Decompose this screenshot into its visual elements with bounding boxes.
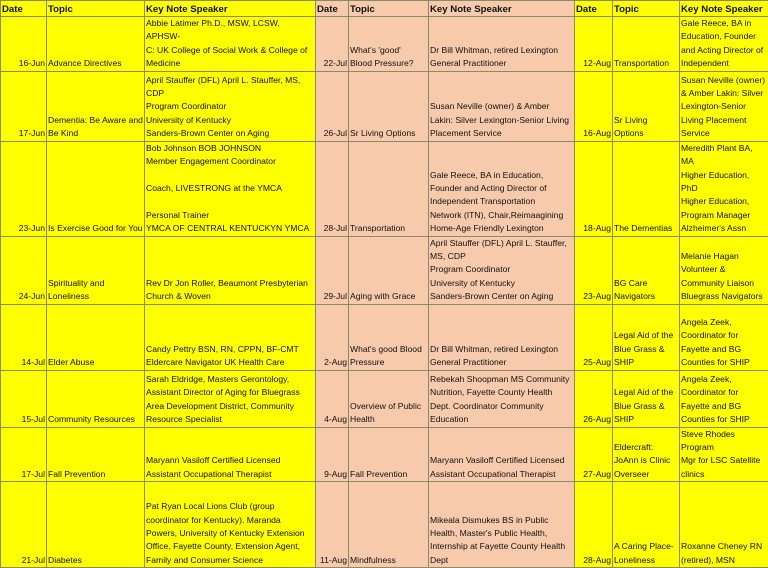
topic-cell[interactable]: Is Exercise Good for You	[47, 141, 145, 236]
header-date-cell[interactable]: Date	[575, 1, 613, 17]
date-cell[interactable]: 16-Jun	[1, 17, 47, 72]
date-cell[interactable]: 27-Aug	[575, 427, 613, 482]
date-cell[interactable]: 29-Jul	[316, 236, 349, 304]
speaker-cell[interactable]: Dr Bill Whitman, retired Lexington General Practitioner	[429, 304, 575, 370]
date-cell[interactable]: 24-Jun	[1, 236, 47, 304]
topic-cell[interactable]: Diabetes	[47, 482, 145, 568]
speaker-text: Gale Reece, BA in Education, Founder and Acting Director of Independent	[681, 17, 767, 71]
speaker-cell[interactable]: Susan Neville (owner) & Amber Lakin: Silver Lexington-Senior Living Placement Service	[680, 71, 768, 141]
speaker-cell[interactable]: Mikeala Dismukes BS in Public Health, Master's Public Health, Internship at Fayette County Health Dept	[429, 482, 575, 568]
header-speaker-cell[interactable]: Key Note Speaker	[680, 1, 768, 17]
header-date-cell[interactable]: Date	[1, 1, 47, 17]
speaker-cell[interactable]: Maryann Vasiloff Certified Licensed Assistant Occupational Therapist	[145, 427, 316, 482]
header-row	[1, 1, 768, 17]
speaker-cell[interactable]	[680, 17, 768, 72]
date-cell[interactable]: 22-Jul	[316, 17, 349, 72]
speaker-cell[interactable]: Maryann Vasiloff Certified Licensed Assistant Occupational Therapist	[429, 427, 575, 482]
speaker-cell[interactable]: Bob Johnson BOB JOHNSON Member Engagement Coordinator Coach, LIVESTRONG at the YMCA Personal Trainer YMCA OF CENTRAL KENTUCKYN YMCA	[145, 141, 316, 236]
speaker-cell[interactable]: Roxanne Cheney RN (retired), MSN	[680, 482, 768, 568]
topic-cell[interactable]: Eldercraft: JoAnn is Clinic Overseer	[613, 427, 680, 482]
speaker-cell[interactable]: Dr Bill Whitman, retired Lexington General Practitioner	[429, 17, 575, 72]
date-cell[interactable]: 23-Jun	[1, 141, 47, 236]
header-date-cell[interactable]: Date	[316, 1, 349, 17]
topic-cell[interactable]: What's good Blood Pressure	[349, 304, 429, 370]
topic-cell[interactable]: BG Care Navigators	[613, 236, 680, 304]
topic-cell[interactable]: Mindfulness	[349, 482, 429, 568]
speaker-cell[interactable]: April Stauffer (DFL) April L. Stauffer, MS, CDP Program Coordinator University of Kentucky Sanders-Brown Center on Aging	[429, 236, 575, 304]
topic-cell[interactable]: Transportation	[613, 17, 680, 72]
topic-cell[interactable]: What's 'good' Blood Pressure?	[349, 17, 429, 72]
speaker-cell[interactable]: Gale Reece, BA in Education, Founder and Acting Director of Independent Transportation Network (ITN), Chair,Reimaagining Home-Age Friendly Lexington	[429, 141, 575, 236]
topic-cell[interactable]: Legal Aid of the Blue Grass & SHIP	[613, 370, 680, 427]
speaker-cell[interactable]: Susan Neville (owner) & Amber Lakin: Silver Lexington-Senior Living Placement Service	[429, 71, 575, 141]
speaker-cell[interactable]: Sarah Eldridge, Masters Gerontology, Assistant Director of Aging for Bluegrass Area Development District, Community Resource Specialist	[145, 370, 316, 427]
topic-cell[interactable]: Aging with Grace	[349, 236, 429, 304]
header-speaker-cell[interactable]: Key Note Speaker	[429, 1, 575, 17]
topic-cell[interactable]: Sr Living Options	[349, 71, 429, 141]
header-topic-cell[interactable]: Topic	[349, 1, 429, 17]
speaker-cell[interactable]: Abbie Latimer Ph.D., MSW, LCSW, APHSW- C: UK College of Social Work & College of Medicine	[145, 17, 316, 72]
speaker-cell[interactable]: Melanie Hagan Volunteer & Community Liaison Bluegrass Navigators	[680, 236, 768, 304]
date-cell[interactable]: 26-Aug	[575, 370, 613, 427]
speaker-cell[interactable]: Rebekah Shoopman MS Community Nutrition, Fayette County Health Dept. Coordinator Community Education	[429, 370, 575, 427]
date-cell[interactable]: 28-Jul	[316, 141, 349, 236]
topic-cell[interactable]: A Caring Place- Loneliness	[613, 482, 680, 568]
speaker-cell[interactable]: Pat Ryan Local Lions Club (group coordinator for Kentucky). Maranda Powers, University of Kentucky Extension Office, Fayette County, Extension Agent, Family and Consumer Science	[145, 482, 316, 568]
topic-cell[interactable]: Elder Abuse	[47, 304, 145, 370]
header-topic-cell[interactable]: Topic	[613, 1, 680, 17]
speaker-cell[interactable]: Angela Zeek, Coordinator for Fayette and BG Counties for SHIP	[680, 370, 768, 427]
date-cell[interactable]: 2-Aug	[316, 304, 349, 370]
date-cell[interactable]: 16-Aug	[575, 71, 613, 141]
date-cell[interactable]: 17-Jul	[1, 427, 47, 482]
topic-cell[interactable]: The Dementias	[613, 141, 680, 236]
topic-cell[interactable]: Transportation	[349, 141, 429, 236]
speaker-cell[interactable]: Candy Pettry BSN, RN, CPPN, BF-CMT Eldercare Navigator UK Health Care	[145, 304, 316, 370]
table-row	[1, 427, 768, 482]
date-cell[interactable]: 11-Aug	[316, 482, 349, 568]
speaker-cell[interactable]: April Stauffer (DFL) April L. Stauffer, MS, CDP Program Coordinator University of Kentucky Sanders-Brown Center on Aging	[145, 71, 316, 141]
topic-cell[interactable]: Spirituality and Loneliness	[47, 236, 145, 304]
date-cell[interactable]: 21-Jul	[1, 482, 47, 568]
table-row	[1, 17, 768, 72]
date-cell[interactable]: 18-Aug	[575, 141, 613, 236]
table-row	[1, 71, 768, 141]
table-row	[1, 141, 768, 236]
table-row	[1, 304, 768, 370]
date-cell[interactable]: 17-Jun	[1, 71, 47, 141]
date-cell[interactable]: 25-Aug	[575, 304, 613, 370]
topic-cell[interactable]: Fall Prevention	[47, 427, 145, 482]
date-cell[interactable]: 26-Jul	[316, 71, 349, 141]
speaker-cell[interactable]: Angela Zeek, Coordinator for Fayette and BG Counties for SHIP	[680, 304, 768, 370]
speaker-cell[interactable]: Rev Dr Jon Roller, Beaumont Presbyterian Church & Woven	[145, 236, 316, 304]
topic-cell[interactable]: Sr Living Options	[613, 71, 680, 141]
table-row	[1, 236, 768, 304]
speaker-cell[interactable]: Steve Rhodes Program Mgr for LSC Satellite clinics	[680, 427, 768, 482]
date-cell[interactable]: 14-Jul	[1, 304, 47, 370]
topic-cell[interactable]: Advance Directives	[47, 17, 145, 72]
date-cell[interactable]: 4-Aug	[316, 370, 349, 427]
date-cell[interactable]: 15-Jul	[1, 370, 47, 427]
topic-cell[interactable]: Fall Prevention	[349, 427, 429, 482]
date-cell[interactable]: 23-Aug	[575, 236, 613, 304]
topic-cell[interactable]: Overview of Public Health	[349, 370, 429, 427]
date-cell[interactable]: 12-Aug	[575, 17, 613, 72]
table-row	[1, 370, 768, 427]
speaker-cell[interactable]: Meredith Plant BA, MA Higher Education, PhD Higher Education, Program Manager Alzheimer's Assn	[680, 141, 768, 236]
date-cell[interactable]: 28-Aug	[575, 482, 613, 568]
header-topic-cell[interactable]: Topic	[47, 1, 145, 17]
topic-cell[interactable]: Legal Aid of the Blue Grass & SHIP	[613, 304, 680, 370]
topic-cell[interactable]: Dementia: Be Aware and Be Kind	[47, 71, 145, 141]
date-cell[interactable]: 9-Aug	[316, 427, 349, 482]
header-speaker-cell[interactable]: Key Note Speaker	[145, 1, 316, 17]
topic-cell[interactable]: Community Resources	[47, 370, 145, 427]
